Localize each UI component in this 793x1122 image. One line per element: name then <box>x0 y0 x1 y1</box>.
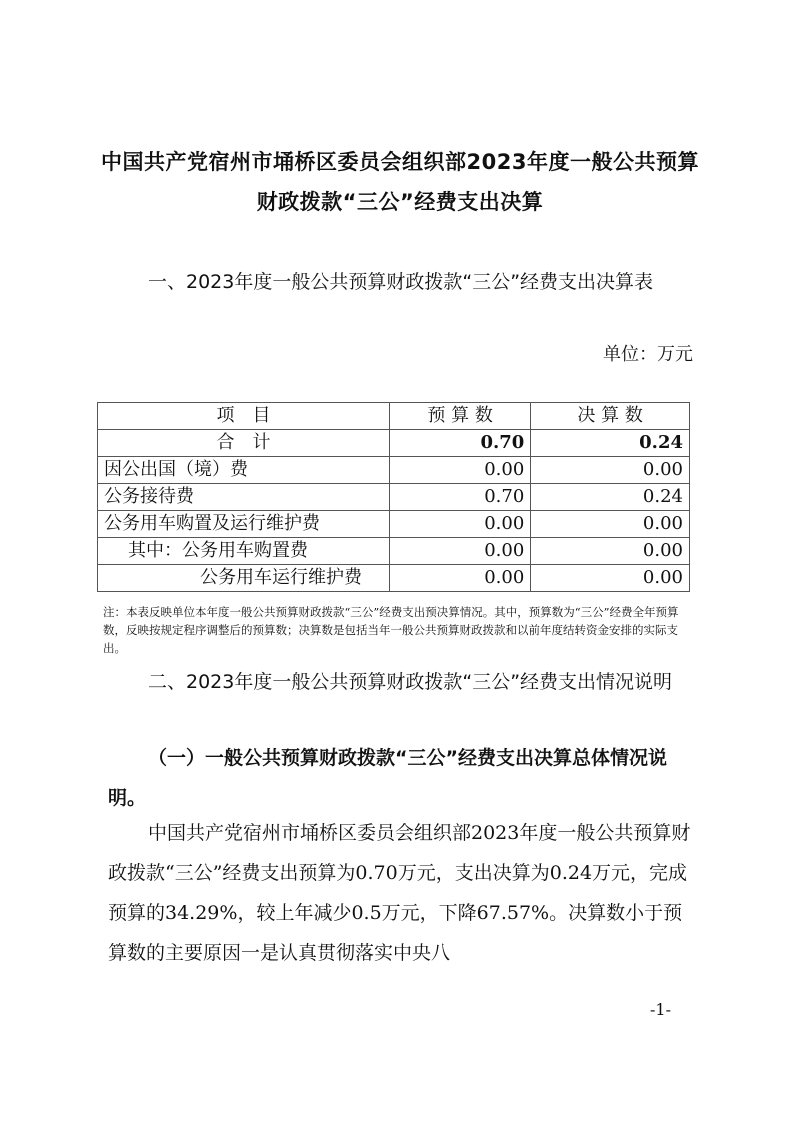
table-row <box>98 511 690 538</box>
row-actual: 0.24 <box>531 484 690 511</box>
table-row-total <box>98 430 690 457</box>
row-actual: 0.00 <box>531 538 690 565</box>
page-number: -1- <box>650 1000 671 1019</box>
table-row <box>98 484 690 511</box>
section2-heading: 二、2023年度一般公共预算财政拨款“三公”经费支出情况说明 <box>148 671 673 693</box>
row-item: 合 计 <box>98 430 390 457</box>
row-item: 因公出国（境）费 <box>98 457 390 484</box>
three-public-expenses-table <box>97 402 690 592</box>
table-row <box>98 457 690 484</box>
header-actual: 决 算 数 <box>531 403 690 430</box>
section1-heading: 一、2023年度一般公共预算财政拨款“三公”经费支出决算表 <box>148 271 654 293</box>
document-title: 中国共产党宿州市埇桥区委员会组织部2023年度一般公共预算财政拨款“三公”经费支出决算 <box>101 150 699 214</box>
row-actual: 0.00 <box>531 457 690 484</box>
table-row <box>98 565 690 592</box>
subsection1-heading: （一）一般公共预算财政拨款“三公”经费支出决算总体情况说明。 <box>108 747 667 809</box>
row-actual: 0.00 <box>531 511 690 538</box>
row-budget: 0.00 <box>389 511 530 538</box>
row-budget: 0.00 <box>389 457 530 484</box>
row-item: 其中：公务用车购置费 <box>98 538 390 565</box>
row-budget: 0.00 <box>389 538 530 565</box>
table-header-row <box>98 403 690 430</box>
row-item: 公务用车运行维护费 <box>98 565 390 592</box>
table-row <box>98 538 690 565</box>
paragraph-1: 中国共产党宿州市埇桥区委员会组织部2023年度一般公共预算财政拨款“三公”经费支出预算为0.70万元，支出决算为0.24万元，完成预算的34.29%，较上年减少0.5万元，下降67.57%。决算数小于预算数的主要原因一是认真贯彻落实中央八 <box>108 822 691 964</box>
row-budget: 0.00 <box>389 565 530 592</box>
unit-label: 单位：万元 <box>603 344 693 365</box>
row-item: 公务接待费 <box>98 484 390 511</box>
row-actual: 0.24 <box>531 430 690 457</box>
row-item: 公务用车购置及运行维护费 <box>98 511 390 538</box>
row-budget: 0.70 <box>389 430 530 457</box>
header-item: 项 目 <box>98 403 390 430</box>
header-budget: 预 算 数 <box>389 403 530 430</box>
table-note: 注：本表反映单位本年度一般公共预算财政拨款“三公”经费支出预决算情况。其中，预算数为“三公”经费全年预算数，反映按规定程序调整后的预算数；决算数是包括当年一般公共预算财政拨款和以前年度结转资金安排的实际支出。 <box>103 605 679 655</box>
row-actual: 0.00 <box>531 565 690 592</box>
row-budget: 0.70 <box>389 484 530 511</box>
